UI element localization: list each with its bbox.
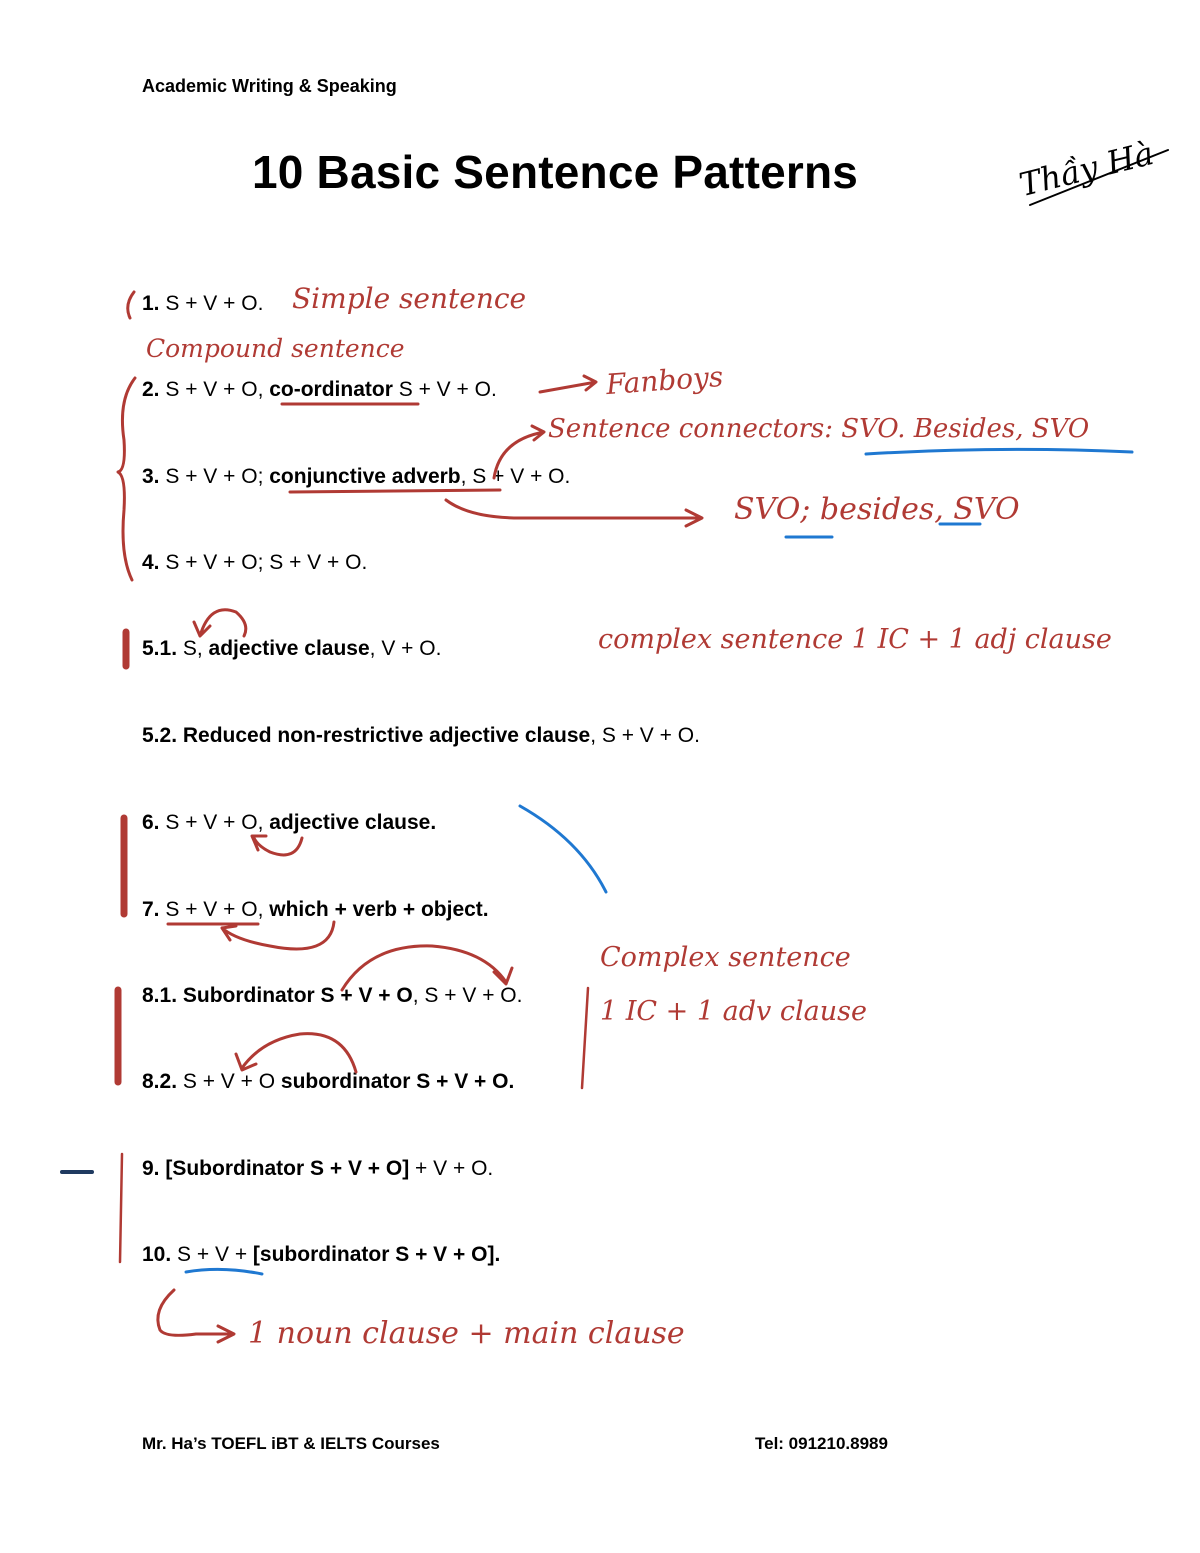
pattern-number: 9. [142, 1157, 160, 1180]
pattern-number: 6. [142, 811, 160, 834]
arrow-8-2 [236, 1034, 356, 1072]
bracket-9-10 [120, 1154, 122, 1262]
annotation-fanboys: Fanboys [604, 359, 725, 402]
pattern-keyword: Reduced non-restrictive adjective clause [177, 724, 591, 747]
pattern-text: S + V + O, [159, 811, 270, 834]
pattern-number: 1. [142, 292, 160, 315]
footer-phone: Tel: 091210.8989 [755, 1434, 888, 1453]
annotation-compound-sentence: Compound sentence [146, 334, 405, 363]
underline-conjunctive-adverb [290, 490, 500, 492]
pattern-5-1 [142, 637, 441, 661]
pattern-4 [142, 551, 367, 575]
underline-svo-besides [866, 449, 1132, 454]
pattern-tail: S + V + O. [392, 378, 497, 401]
pattern-keyword: subordinator S + V + O. [280, 1070, 515, 1093]
pattern-number: 2. [142, 378, 160, 401]
pattern-tail: + V + O. [409, 1157, 494, 1180]
pattern-number: 7. [142, 898, 160, 921]
annotation-sentence-connectors: Sentence connectors: SVO. Besides, SVO [548, 414, 1090, 444]
pattern-number: 5.1. [142, 637, 178, 660]
pattern-text: S + V + O; [159, 465, 270, 488]
arrow-7 [222, 922, 334, 949]
pattern-number: 10. [142, 1243, 172, 1266]
pattern-number: 8.1. [142, 984, 178, 1007]
pattern-1 [142, 292, 263, 316]
pattern-tail: , S + V + O. [590, 724, 700, 747]
pattern-keyword: conjunctive adverb [269, 465, 461, 488]
blue-arc [520, 806, 606, 892]
pattern-text: S + V + O; S + V + O. [159, 551, 368, 574]
annotation-complex-adj: complex sentence 1 IC + 1 adj clause [598, 624, 1112, 655]
curly-bracket-compound [118, 378, 135, 580]
handwritten-signature: Thầy Hà [1015, 134, 1158, 204]
pattern-8-1 [142, 984, 522, 1008]
arrow-fanboys [540, 376, 596, 392]
annotation-adv-clause: 1 IC + 1 adv clause [600, 996, 867, 1027]
pattern-keyword: Subordinator S + V + O [177, 984, 413, 1007]
pattern-keyword: [subordinator S + V + O]. [252, 1243, 501, 1266]
pattern-text: S, [177, 637, 209, 660]
bracket-simple [128, 292, 134, 318]
pattern-number: 3. [142, 465, 160, 488]
pattern-keyword: co-ordinator [269, 378, 393, 401]
annotation-noun-clause: 1 noun clause + main clause [248, 1316, 685, 1351]
arrow-6 [252, 836, 302, 855]
bracket-adv [582, 988, 588, 1088]
arrow-5-1 [194, 610, 246, 636]
pattern-tail: , S + V + O. [412, 984, 523, 1007]
footer-courses: Mr. Ha’s TOEFL iBT & IELTS Courses [142, 1434, 440, 1453]
pattern-8-2 [142, 1070, 514, 1094]
pattern-3 [142, 465, 570, 489]
pattern-5-2 [142, 724, 700, 748]
page-title: 10 Basic Sentence Patterns [252, 146, 859, 198]
pattern-2 [142, 378, 497, 402]
pattern-7 [142, 898, 489, 922]
pattern-text: S + V + O [177, 1070, 281, 1093]
annotation-svo-besides: SVO; besides, SVO [734, 492, 1020, 527]
pattern-text: S + V + O, [159, 378, 270, 401]
pattern-text: S + V + [171, 1243, 253, 1266]
pattern-keyword: adjective clause. [269, 811, 437, 834]
pattern-number: 5.2. [142, 724, 178, 747]
annotation-complex-sentence: Complex sentence [600, 942, 851, 973]
arrow-svo-besides [446, 500, 702, 526]
pattern-tail: , V + O. [369, 637, 442, 660]
underline-10 [186, 1269, 262, 1274]
pattern-keyword: [Subordinator S + V + O] [159, 1157, 410, 1180]
pattern-text: S + V + O, [159, 898, 270, 921]
pattern-number: 8.2. [142, 1070, 178, 1093]
pattern-text: S + V + O. [159, 292, 264, 315]
arrow-noun-clause [158, 1290, 234, 1342]
pattern-10 [142, 1243, 500, 1267]
pattern-tail: , S + V + O. [460, 465, 571, 488]
pattern-number: 4. [142, 551, 160, 574]
document-header: Academic Writing & Speaking [142, 76, 397, 96]
pattern-9 [142, 1157, 493, 1181]
annotation-simple-sentence: Simple sentence [292, 282, 527, 315]
pattern-keyword: adjective clause [208, 637, 370, 660]
pattern-keyword: which + verb + object. [269, 898, 489, 921]
pattern-6 [142, 811, 436, 835]
